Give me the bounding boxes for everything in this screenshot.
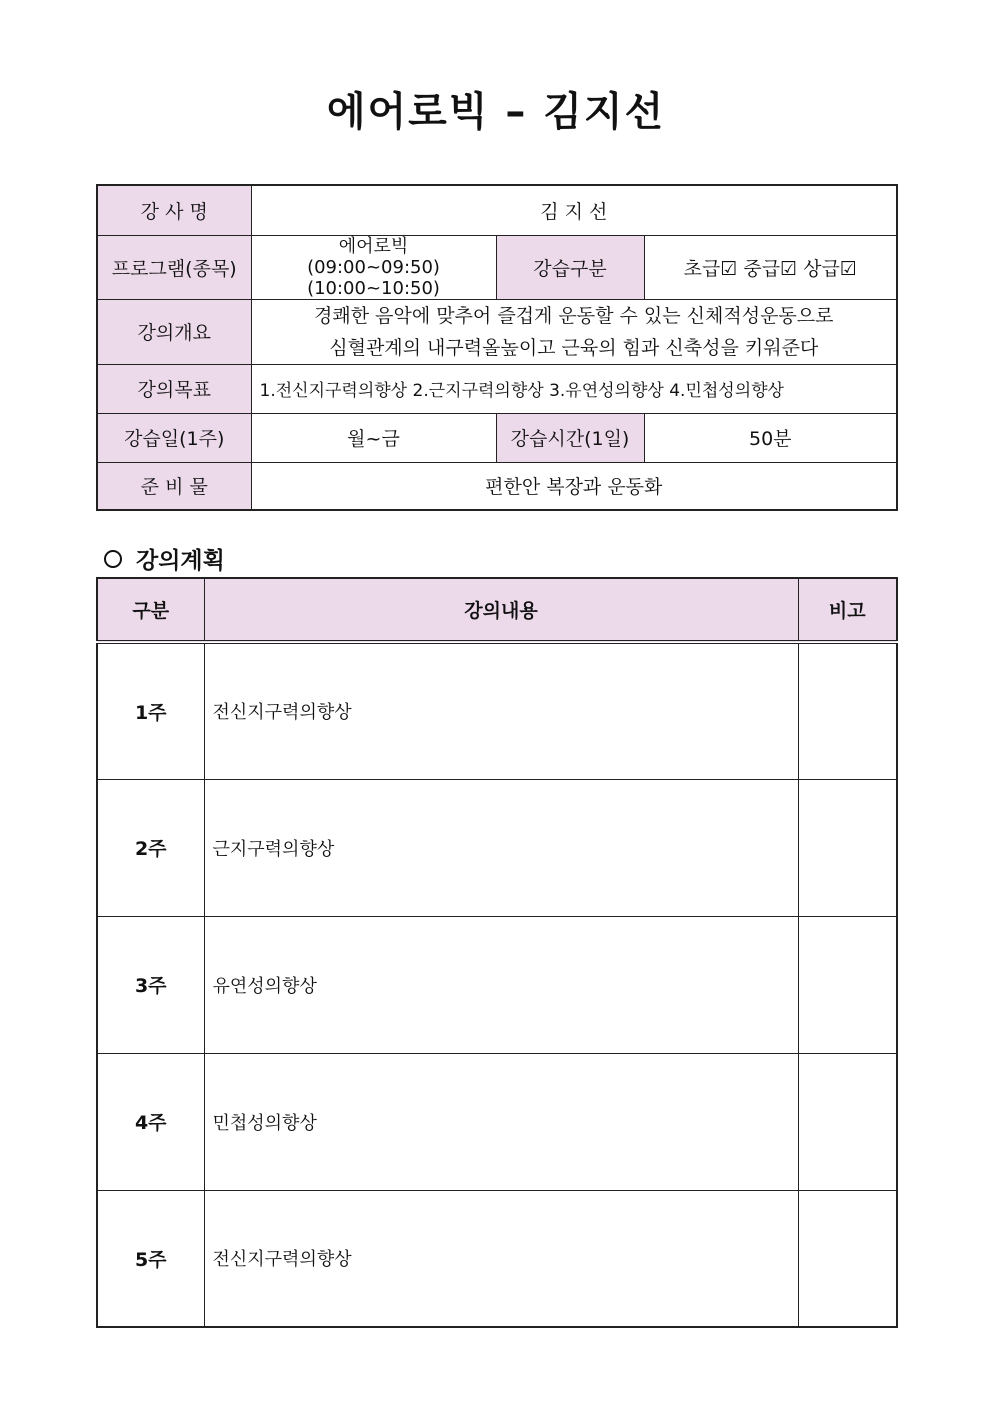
plan-header-row bbox=[97, 578, 897, 642]
section-title: 강의계획 bbox=[136, 548, 225, 574]
program-time-1: (09:00~09:50) bbox=[307, 256, 440, 278]
days-value: 월~금 bbox=[251, 413, 496, 462]
page-title: 에어로빅 – 김지선 bbox=[326, 89, 666, 135]
table-row bbox=[97, 779, 897, 916]
content-cell: 전신지구력의향상 bbox=[204, 1190, 798, 1327]
level-value: 초급☑ 중급☑ 상급☑ bbox=[644, 235, 897, 299]
instructor-label: 강 사 명 bbox=[97, 185, 251, 235]
header-week: 구분 bbox=[97, 578, 204, 642]
header-note: 비고 bbox=[798, 578, 897, 642]
section-heading bbox=[104, 542, 225, 575]
goal-value: 1.전신지구력의향상 2.근지구력의향상 3.유연성의향상 4.민첩성의향상 bbox=[251, 364, 897, 413]
instructor-value: 김 지 선 bbox=[251, 185, 897, 235]
lecture-plan-table bbox=[96, 577, 898, 1328]
week-cell: 2주 bbox=[97, 779, 204, 916]
content-cell: 전신지구력의향상 bbox=[204, 642, 798, 779]
circle-bullet-icon bbox=[104, 550, 122, 568]
note-cell bbox=[798, 1190, 897, 1327]
overview-label: 강의개요 bbox=[97, 299, 251, 364]
program-time-2: (10:00~10:50) bbox=[307, 277, 440, 299]
program-name: 에어로빅 bbox=[338, 235, 409, 257]
week-cell: 3주 bbox=[97, 916, 204, 1053]
note-cell bbox=[798, 642, 897, 779]
content-cell: 근지구력의향상 bbox=[204, 779, 798, 916]
overview-line-2: 심혈관계의 내구력올높이고 근육의 힘과 신축성을 키워준다 bbox=[329, 336, 819, 359]
hours-label: 강습시간(1일) bbox=[496, 413, 644, 462]
course-info-table bbox=[96, 184, 898, 511]
note-cell bbox=[798, 1053, 897, 1190]
goal-label: 강의목표 bbox=[97, 364, 251, 413]
note-cell bbox=[798, 916, 897, 1053]
week-cell: 4주 bbox=[97, 1053, 204, 1190]
week-cell: 1주 bbox=[97, 642, 204, 779]
program-label: 프로그램(종목) bbox=[97, 235, 251, 299]
content-cell: 유연성의향상 bbox=[204, 916, 798, 1053]
table-row bbox=[97, 916, 897, 1053]
overview-value bbox=[251, 299, 897, 364]
table-row bbox=[97, 1053, 897, 1190]
table-row bbox=[97, 642, 897, 779]
supplies-label: 준 비 물 bbox=[97, 462, 251, 510]
days-label: 강습일(1주) bbox=[97, 413, 251, 462]
overview-line-1: 경쾌한 음악에 맞추어 즐겁게 운동할 수 있는 신체적성운동으로 bbox=[314, 304, 834, 327]
week-cell: 5주 bbox=[97, 1190, 204, 1327]
program-value bbox=[251, 235, 496, 299]
header-content: 강의내용 bbox=[204, 578, 798, 642]
hours-value: 50분 bbox=[644, 413, 897, 462]
level-label: 강습구분 bbox=[496, 235, 644, 299]
supplies-value: 편한안 복장과 운동화 bbox=[251, 462, 897, 510]
content-cell: 민첩성의향상 bbox=[204, 1053, 798, 1190]
table-row bbox=[97, 1190, 897, 1327]
note-cell bbox=[798, 779, 897, 916]
